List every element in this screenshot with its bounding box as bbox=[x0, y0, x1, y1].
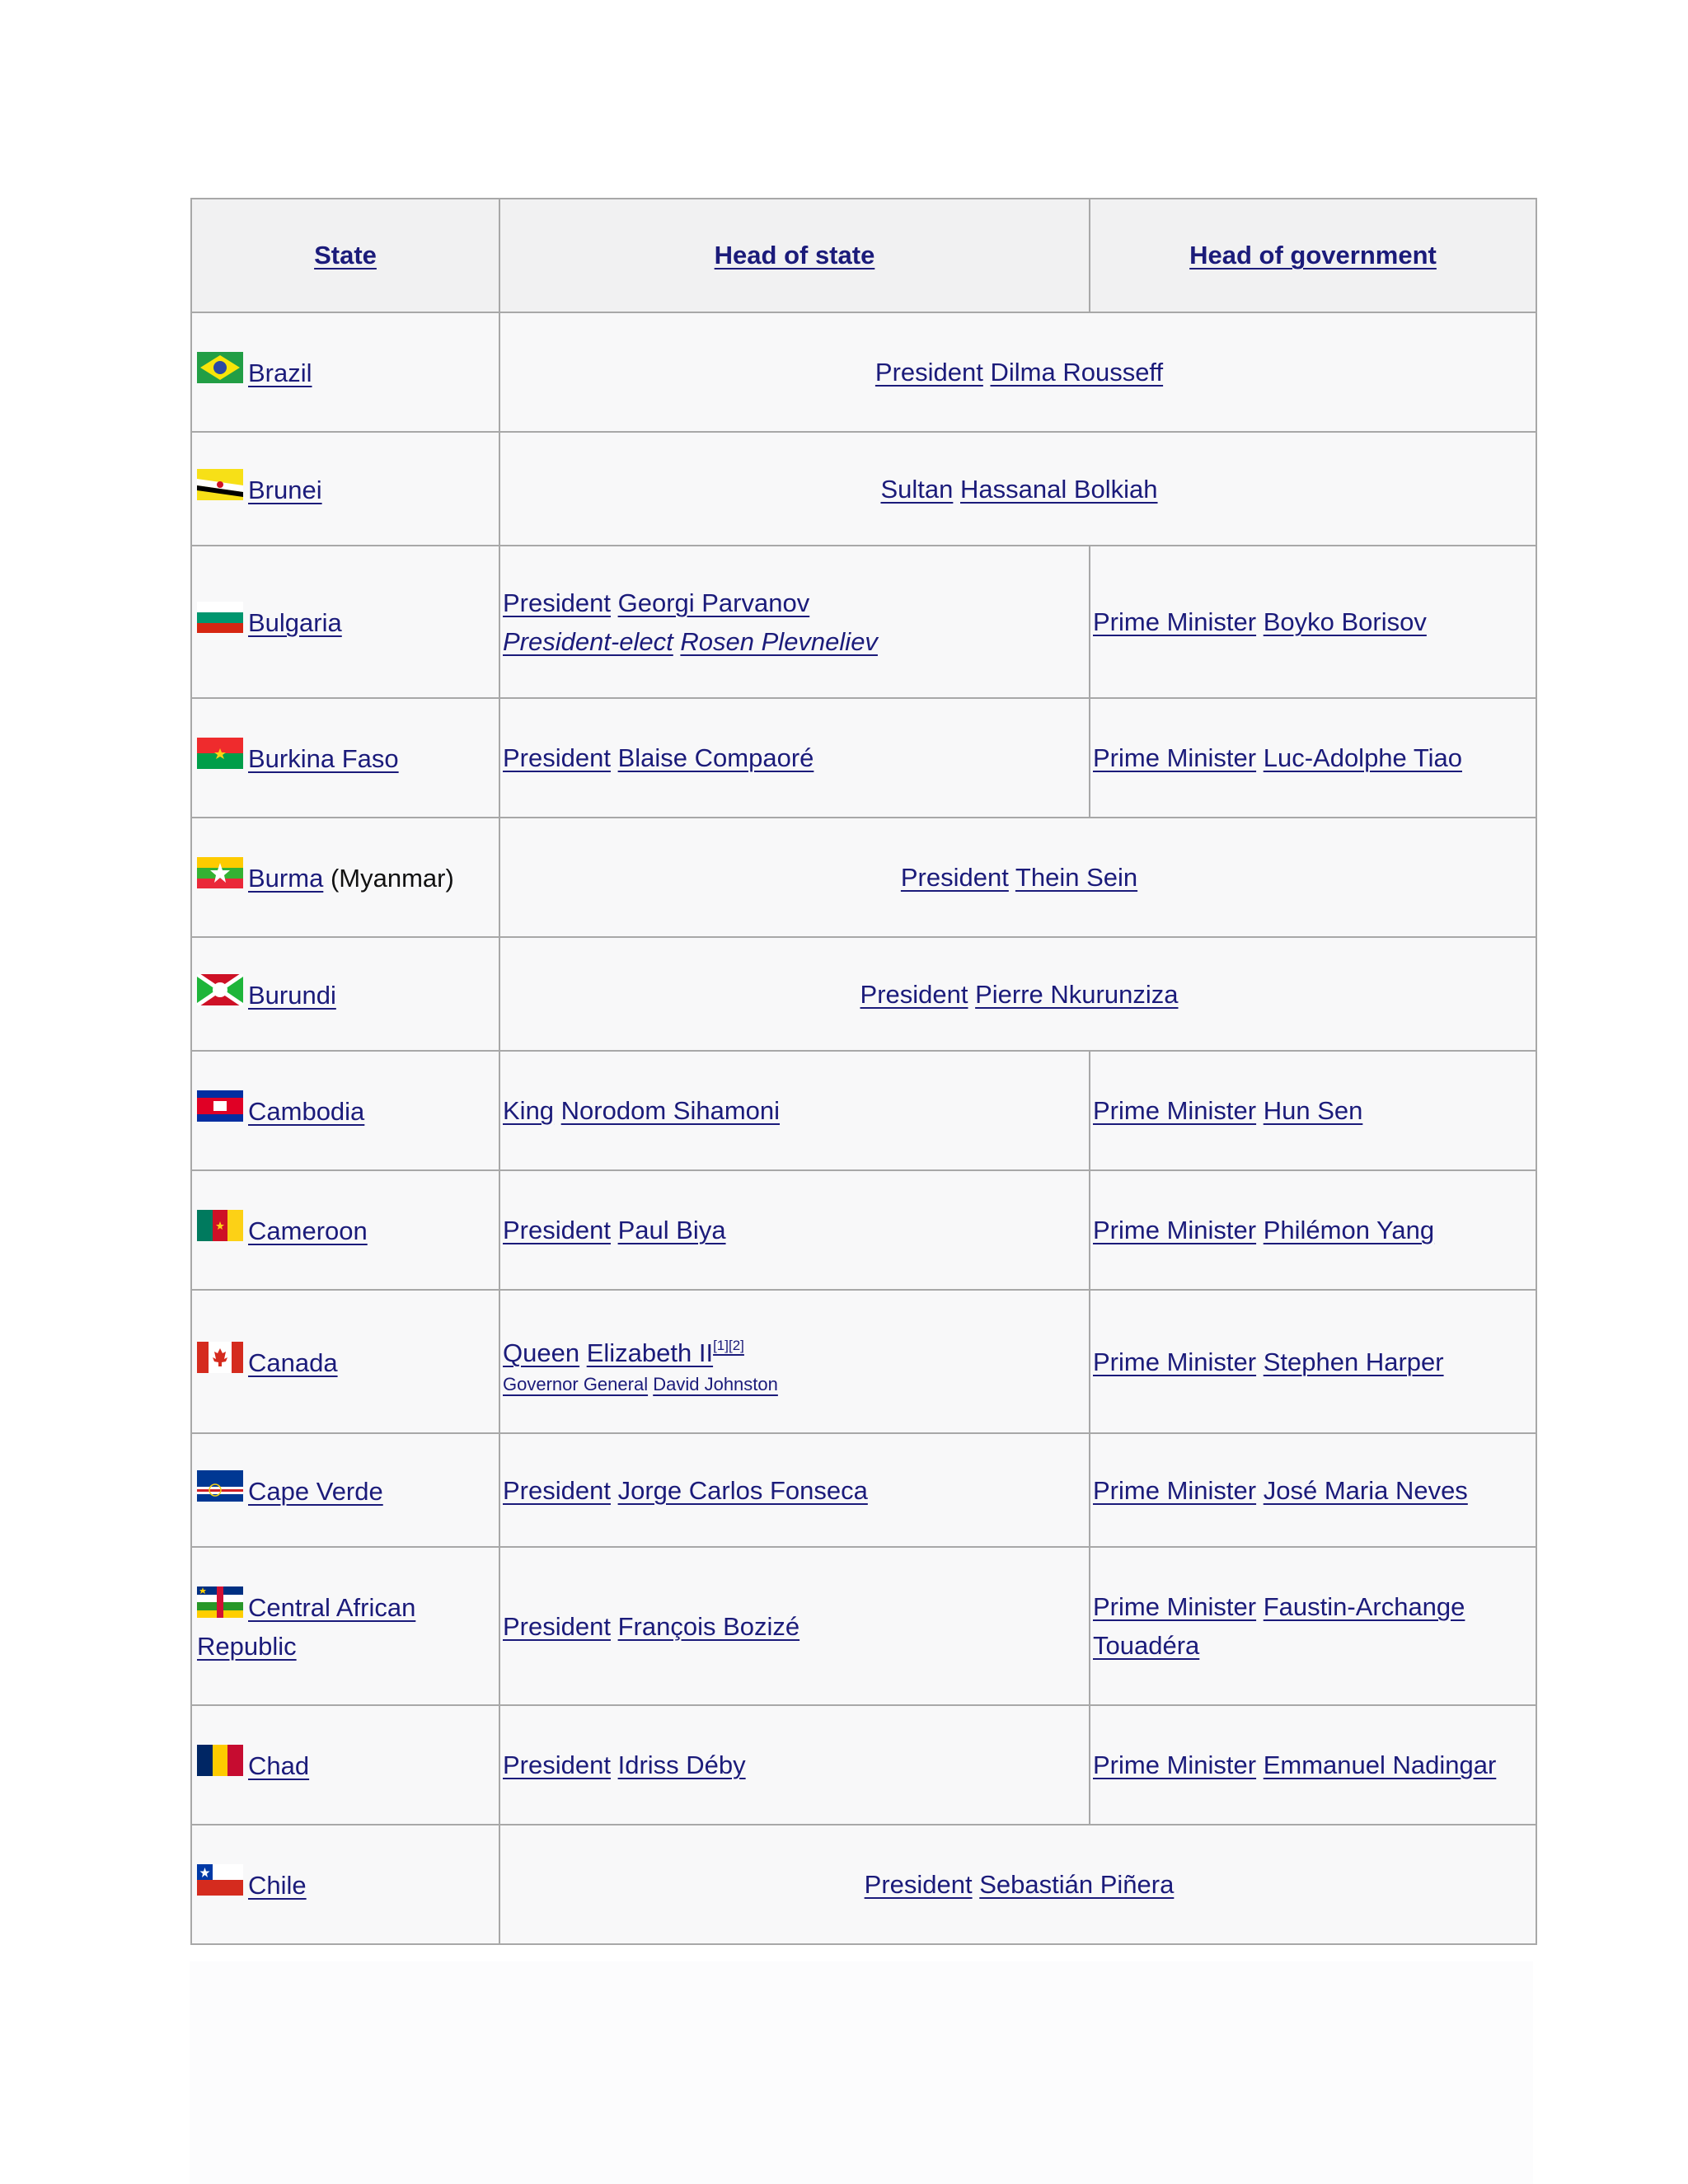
table-row bbox=[191, 818, 1536, 937]
leader-name-link[interactable]: Rosen Plevneliev bbox=[680, 626, 878, 656]
state-cell bbox=[191, 698, 499, 818]
cameroon-flag-icon bbox=[197, 1210, 243, 1241]
state-link[interactable]: Burma bbox=[248, 864, 324, 893]
table-row bbox=[191, 546, 1536, 698]
heads-of-state-table bbox=[190, 198, 1537, 1945]
title-link[interactable]: President bbox=[503, 1216, 611, 1244]
state-cell bbox=[191, 1290, 499, 1433]
state-link[interactable]: Burkina Faso bbox=[248, 744, 399, 773]
burma-flag-icon bbox=[197, 857, 243, 888]
head-of-state-cell bbox=[499, 1705, 1090, 1825]
state-link[interactable]: Cameroon bbox=[248, 1216, 368, 1245]
merged-leader-cell bbox=[499, 1825, 1536, 1944]
leader-name-link[interactable]: Blaise Compaoré bbox=[617, 743, 814, 772]
head-of-government-cell bbox=[1090, 1051, 1536, 1170]
state-link[interactable]: Chile bbox=[248, 1871, 307, 1900]
title-link[interactable]: President bbox=[503, 1750, 611, 1779]
state-link[interactable]: Cape Verde bbox=[248, 1476, 383, 1506]
table-row bbox=[191, 1433, 1536, 1547]
leader-name-link[interactable]: Norodom Sihamoni bbox=[560, 1096, 781, 1125]
table-row bbox=[191, 937, 1536, 1051]
title-link[interactable]: Prime Minister bbox=[1093, 1347, 1257, 1376]
leader-name-link[interactable]: Georgi Parvanov bbox=[617, 588, 810, 617]
head-of-state-cell bbox=[499, 1170, 1090, 1290]
state-cell bbox=[191, 546, 499, 698]
head-of-state-cell bbox=[499, 1290, 1090, 1433]
title-link[interactable]: President-elect bbox=[503, 626, 673, 656]
title-link[interactable]: Prime Minister bbox=[1093, 743, 1257, 772]
state-cell bbox=[191, 1547, 499, 1705]
head-of-government-column-link[interactable]: Head of government bbox=[1189, 241, 1437, 269]
title-link[interactable]: President bbox=[503, 588, 611, 617]
table-row bbox=[191, 1547, 1536, 1705]
table-row bbox=[191, 1825, 1536, 1944]
state-link[interactable]: Central African bbox=[248, 1593, 416, 1622]
leader-name-link[interactable]: François Bozizé bbox=[617, 1611, 800, 1641]
title-link[interactable]: Prime Minister bbox=[1093, 1750, 1257, 1779]
leader-name-link[interactable]: Pierre Nkurunziza bbox=[975, 979, 1179, 1009]
state-cell bbox=[191, 1825, 499, 1944]
leader-name-link-continued[interactable]: Touadéra bbox=[1093, 1631, 1200, 1660]
title-link[interactable]: Sultan bbox=[880, 474, 954, 504]
merged-leader-cell bbox=[499, 312, 1536, 432]
title-link[interactable]: Prime Minister bbox=[1093, 1096, 1257, 1125]
title-link[interactable]: Prime Minister bbox=[1093, 1592, 1257, 1621]
leader-name-link[interactable]: Stephen Harper bbox=[1263, 1347, 1444, 1376]
head-of-government-cell bbox=[1090, 1433, 1536, 1547]
merged-leader-cell bbox=[499, 432, 1536, 546]
title-link[interactable]: President bbox=[503, 1611, 611, 1641]
state-link[interactable]: Brazil bbox=[248, 359, 312, 387]
title-link[interactable]: President bbox=[860, 979, 968, 1009]
table-row bbox=[191, 1705, 1536, 1825]
head-of-government-cell bbox=[1090, 1547, 1536, 1705]
state-link[interactable]: Brunei bbox=[248, 475, 322, 504]
table-row bbox=[191, 312, 1536, 432]
title-link[interactable]: King bbox=[503, 1096, 555, 1125]
state-link[interactable]: Burundi bbox=[248, 980, 336, 1010]
head-of-state-cell bbox=[499, 546, 1090, 698]
state-cell bbox=[191, 432, 499, 546]
brunei-flag-icon bbox=[197, 469, 243, 500]
state-link[interactable]: Cambodia bbox=[248, 1097, 365, 1126]
table-row bbox=[191, 1290, 1536, 1433]
title-link[interactable]: President bbox=[503, 743, 611, 772]
header-head-of-state bbox=[499, 199, 1090, 312]
table-row bbox=[191, 698, 1536, 818]
leader-name-link[interactable]: Sebastián Piñera bbox=[979, 1870, 1175, 1899]
subtitle-link[interactable]: Governor General bbox=[503, 1374, 649, 1394]
burundi-flag-icon bbox=[197, 974, 243, 1005]
leader-name-link[interactable]: Paul Biya bbox=[617, 1216, 726, 1244]
leader-name-link[interactable]: Hun Sen bbox=[1263, 1096, 1363, 1125]
title-link[interactable]: President bbox=[503, 1475, 611, 1505]
cape-verde-flag-icon bbox=[197, 1470, 243, 1502]
chile-flag-icon bbox=[197, 1864, 243, 1896]
leader-name-link[interactable]: Jorge Carlos Fonseca bbox=[617, 1475, 868, 1505]
head-of-state-cell bbox=[499, 1051, 1090, 1170]
head-of-state-cell bbox=[499, 1433, 1090, 1547]
head-of-government-cell bbox=[1090, 1290, 1536, 1433]
merged-leader-cell bbox=[499, 937, 1536, 1051]
leader-name-link[interactable]: Luc-Adolphe Tiao bbox=[1263, 743, 1462, 772]
title-link[interactable]: Prime Minister bbox=[1093, 1475, 1257, 1505]
canada-flag-icon bbox=[197, 1342, 243, 1373]
state-cell bbox=[191, 818, 499, 937]
state-cell bbox=[191, 1051, 499, 1170]
title-link[interactable]: Prime Minister bbox=[1093, 607, 1257, 636]
leader-name-link[interactable]: Elizabeth II bbox=[586, 1338, 714, 1367]
leader-name-link[interactable]: José Maria Neves bbox=[1263, 1475, 1468, 1505]
title-link[interactable]: President bbox=[864, 1870, 973, 1899]
head-of-state-cell bbox=[499, 698, 1090, 818]
cambodia-flag-icon bbox=[197, 1090, 243, 1122]
head-of-government-cell bbox=[1090, 1170, 1536, 1290]
merged-leader-cell bbox=[499, 818, 1536, 937]
state-link[interactable]: Chad bbox=[248, 1751, 310, 1780]
title-link[interactable]: Queen bbox=[503, 1338, 580, 1367]
head-of-state-column-link[interactable]: Head of state bbox=[714, 241, 875, 269]
leader-name-link[interactable]: Dilma Rousseff bbox=[990, 358, 1164, 387]
header-state bbox=[191, 199, 499, 312]
reference-link[interactable]: [1][2] bbox=[713, 1338, 744, 1353]
state-cell bbox=[191, 937, 499, 1051]
leader-name-link[interactable]: Philémon Yang bbox=[1263, 1216, 1435, 1244]
leader-name-link[interactable]: Boyko Borisov bbox=[1263, 607, 1427, 636]
leader-name-link[interactable]: Faustin-Archange bbox=[1263, 1592, 1465, 1621]
leader-name-link[interactable]: Idriss Déby bbox=[617, 1750, 746, 1779]
state-link-continued[interactable]: Republic bbox=[197, 1632, 297, 1661]
title-link[interactable]: Prime Minister bbox=[1093, 1216, 1257, 1244]
head-of-state-cell bbox=[499, 1547, 1090, 1705]
state-link[interactable]: Canada bbox=[248, 1347, 338, 1377]
brazil-flag-icon bbox=[197, 352, 243, 383]
state-cell bbox=[191, 1170, 499, 1290]
title-link[interactable]: President bbox=[874, 358, 983, 387]
title-link[interactable]: President bbox=[900, 863, 1009, 892]
state-cell bbox=[191, 1705, 499, 1825]
head-of-government-cell bbox=[1090, 698, 1536, 818]
sub-name-link[interactable]: David Johnston bbox=[653, 1374, 778, 1394]
state-column-link[interactable]: State bbox=[314, 241, 377, 269]
head-of-government-cell bbox=[1090, 546, 1536, 698]
leader-name-link[interactable]: Thein Sein bbox=[1015, 863, 1138, 892]
header-row bbox=[191, 199, 1536, 312]
state-link[interactable]: Bulgaria bbox=[248, 608, 342, 637]
burkina-faso-flag-icon bbox=[197, 738, 243, 769]
head-of-government-cell bbox=[1090, 1705, 1536, 1825]
state-cell bbox=[191, 312, 499, 432]
central-african-republic-flag-icon bbox=[197, 1586, 243, 1618]
leader-name-link[interactable]: Emmanuel Nadingar bbox=[1263, 1750, 1497, 1779]
leader-name-link[interactable]: Hassanal Bolkiah bbox=[960, 474, 1158, 504]
table-row bbox=[191, 432, 1536, 546]
header-head-of-government bbox=[1090, 199, 1536, 312]
chad-flag-icon bbox=[197, 1745, 243, 1776]
table-row bbox=[191, 1170, 1536, 1290]
state-note: (Myanmar) bbox=[330, 864, 454, 893]
bulgaria-flag-icon bbox=[197, 602, 243, 633]
table-row bbox=[191, 1051, 1536, 1170]
page-background bbox=[190, 1961, 1533, 2184]
state-cell bbox=[191, 1433, 499, 1547]
